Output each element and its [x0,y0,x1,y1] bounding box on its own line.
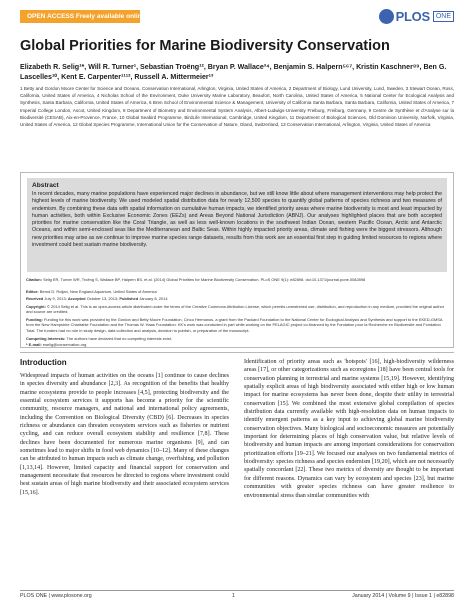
article-title: Global Priorities for Marine Biodiversity Conservation [20,38,390,54]
abstract-heading: Abstract [32,182,59,189]
copyright-line [26,304,446,315]
email-link[interactable]: eselig@conservation.org [42,342,87,347]
open-access-text: OPEN ACCESS Freely available online [27,13,146,20]
received-label: Received [26,296,44,301]
copyright-text: © 2014 Selig et al. This is an open-access article distributed under the terms of the Creative Commons Attribution License, which permits unrestricted use, distribution, and reproduction in any medium, provided the original author and source are credited. [26,304,445,315]
citation-text: Selig ER, Turner WR, Troëng S, Wallace BP, Halpern BS, et al. (2014) Global Priorities for Marine Biodiversity Conservation. PLoS ONE 9(1): e82898. doi:10.1371/journal.pone.0082898 [43,277,366,282]
footer-divider [20,590,454,591]
body-column-left [20,372,229,497]
page-number: 1 [232,593,235,599]
editor-text: Bernd D. Rotjan, New England Aquarium, United States of America [39,289,157,294]
abstract-text: In recent decades, many marine populations have experienced major declines in abundance, but we still know little about where management interventions may help protect the highest levels of marine biodiversity. We used modeled spatial distribution data for nearly 12,500 species to quantify global patterns of species richness and two measures of endemism. By combining these data with spatial information on cumulative human impacts, we identified priority areas where marine biodiversity is most and least impacted by human activities, both within Exclusive Economic Zones (EEZs) and Areas Beyond National Jurisdiction (ABNJ). Our analyses highlighted places that are both accepted priorities for marine conservation like the Coral Triangle, as well as less well-known locations in the southwest Indian Ocean, western Pacific Ocean, Arctic and Antarctic Oceans, and within semi-enclosed seas like the Mediterranean and Baltic Seas. Within highly impacted priority areas, climate and fishing were the biggest stressors. Although new priorities may arise as we continue to improve marine species range datasets, results from this work are an essential first step in guiding limited resources to regions where investment could best sustain marine biodiversity. [32,191,442,248]
published-date: January 8, 2014 [139,296,168,301]
email-label: * E-mail: [26,342,42,347]
citation-label: Citation: [26,277,42,282]
email-line [26,342,446,347]
introduction-heading: Introduction [20,358,67,367]
accepted-date: October 13, 2013; [86,296,119,301]
author-list: Elizabeth R. Selig¹*, Will R. Turner¹, Sebastian Troëng¹², Bryan P. Wallace³⁴, Benjamin S. Halpern⁵⁶⁷, Kristin Kaschner⁸⁹, Ben G. Lascelles¹⁰, Kent E. Carpenter¹¹¹², Russell A. Mittermeier¹³ [20,63,447,81]
funding-line [26,317,446,333]
plos-logo-word: PLOS [395,8,430,24]
abstract-body [27,178,447,272]
intro-paragraph-1: Widespread impacts of human activities on the oceans [1] continue to cause declines in species diversity and abundance [2,3]. As recognition of the benefits that healthy marine ecosystems provide to people increases [4,5], protecting biodiversity and the essential ecosystem services it supports has become a priority for the scientific community, resource managers, and national and international policy agreements, including the Convention on Biological Diversity (CBD) [6]. Decreases in species richness or abundance can threaten ecosystem services such as fisheries or nutrient cycling, and can reduce overall ecosystem stability and resilience [7,8]. These declines have been documented for numerous marine organisms [9], and can sometimes lead to major shifts in food web dynamics [10–12]. Many of these changes can be attributed to human impacts such as climate change, overfishing, and pollution [1,13,14]. However, limited capacity and financial support for conservation and management necessitate that resources be directed to regions where investment could best sustain areas of high marine biodiversity and their associated ecosystem services [15,16]. [20,373,229,496]
received-date: July 9, 2013; [44,296,67,301]
funding-label: Funding: [26,317,43,322]
open-access-banner [20,10,146,23]
copyright-label: Copyright: [26,304,46,309]
funding-text: Funding for this work was provided by the Gordon and Betty Moore Foundation, Cinco Hermanos, a grant from the Packard Foundation to the National Center for Ecological Analysis and Synthesis and support to the EKED-GMSA from the New Hampshire Charitable Foundation and the Thomas W. Haas Foundation. KK's work was conducted in part while working on the PELAGIC project co-financed by the Fondation pour la Recherche en Biodiversité and Fondation Total. The funders had no role in study design, data collection and analysis, decision to publish, or preparation of the manuscript. [26,317,443,333]
intro-paragraph-2: Identification of priority areas such as 'hotspots' [16], high-biodiversity wilderness areas [17], or other categorizations such as ecoregions [18] have been central tools for conservation planning in terrestrial and marine systems [15,19]. However, identifying spatially explicit areas of high biodiversity associated with either high or low human impact for marine ecosystems has never been done, despite their utility in terrestrial conservation [15]. We combined the most extensive global compilation of species distribution data currently available with high-resolution data on human impacts to identify emergent patterns as a key input to achieving global marine biodiversity conservation objectives. Many biological and socioeconomic measures are potentially important for determining places of high conservation value, but relative levels of biodiversity and human impacts are among important considerations for conservation prioritization efforts [19–21]. We focused our analyses on two fundamental metrics of biodiversity: species richness and species endemism [19,20], which are not necessarily spatially concordant [22]. These two metrics of diversity are thought to be important for different reasons. Dynamics can vary by ecosystem and species [23], but marine communities with greater species richness can have greater resilience to environmental stress than similar communities with [244,359,454,499]
editor-label: Editor: [26,289,39,294]
plos-logo-suffix: ONE [433,11,454,22]
affiliations: 1 Betty and Gordon Moore Center for Science and Oceans, Conservation International, Arlington, Virginia, United States of America, 2 Department of Biology, Lund University, Lund, Sweden, 3 Stewart Ocean, Ross, California, United States of America, 4 Nicholas School of the Environment, Duke University Marine Laboratory, Beaufort, North Carolina, United States of America, 5 National Center for Ecological Analysis and Synthesis, Santa Barbara, California, United States of America, 6 Bren School of Environmental Science & Management, University of California Santa Barbara, Santa Barbara, California, United States of America, 7 Imperial College London, Ascot, United Kingdom, 8 Department of Biometry and Environmental System Analysis, Albert-Ludwigs-University Freiburg, Freiburg, Germany, 9 Centre de Synthèse et d'Analyse sur la Biodiversité (CESAB), Aix-en-Provence, France, 10 Global Seabird Programme, BirdLife International, Cambridge, United Kingdom, 11 Department of Biological Sciences, Old Dominion University, Norfolk, Virginia, United States of America, 12 Global Species Programme, International Union for the Conservation of Nature, Gland, Switzerland, 13 Conservation International, Arlington, Virginia, United States of America [20,86,454,128]
competing-line [26,336,446,341]
plos-one-logo[interactable] [379,7,454,25]
citation-line [26,277,446,282]
dates-line [26,296,446,301]
section-divider [20,352,454,353]
published-label: Published [119,296,139,301]
body-column-right [244,358,454,500]
accepted-label: Accepted [67,296,86,301]
competing-label: Competing Interests: [26,336,66,341]
plos-logo-icon [379,9,394,24]
editor-line [26,289,446,294]
footer-journal[interactable]: PLOS ONE | www.plosone.org [20,593,92,599]
competing-text: The authors have declared that no competing interests exist. [66,336,172,341]
footer-issue: January 2014 | Volume 9 | Issue 1 | e82898 [352,593,454,599]
